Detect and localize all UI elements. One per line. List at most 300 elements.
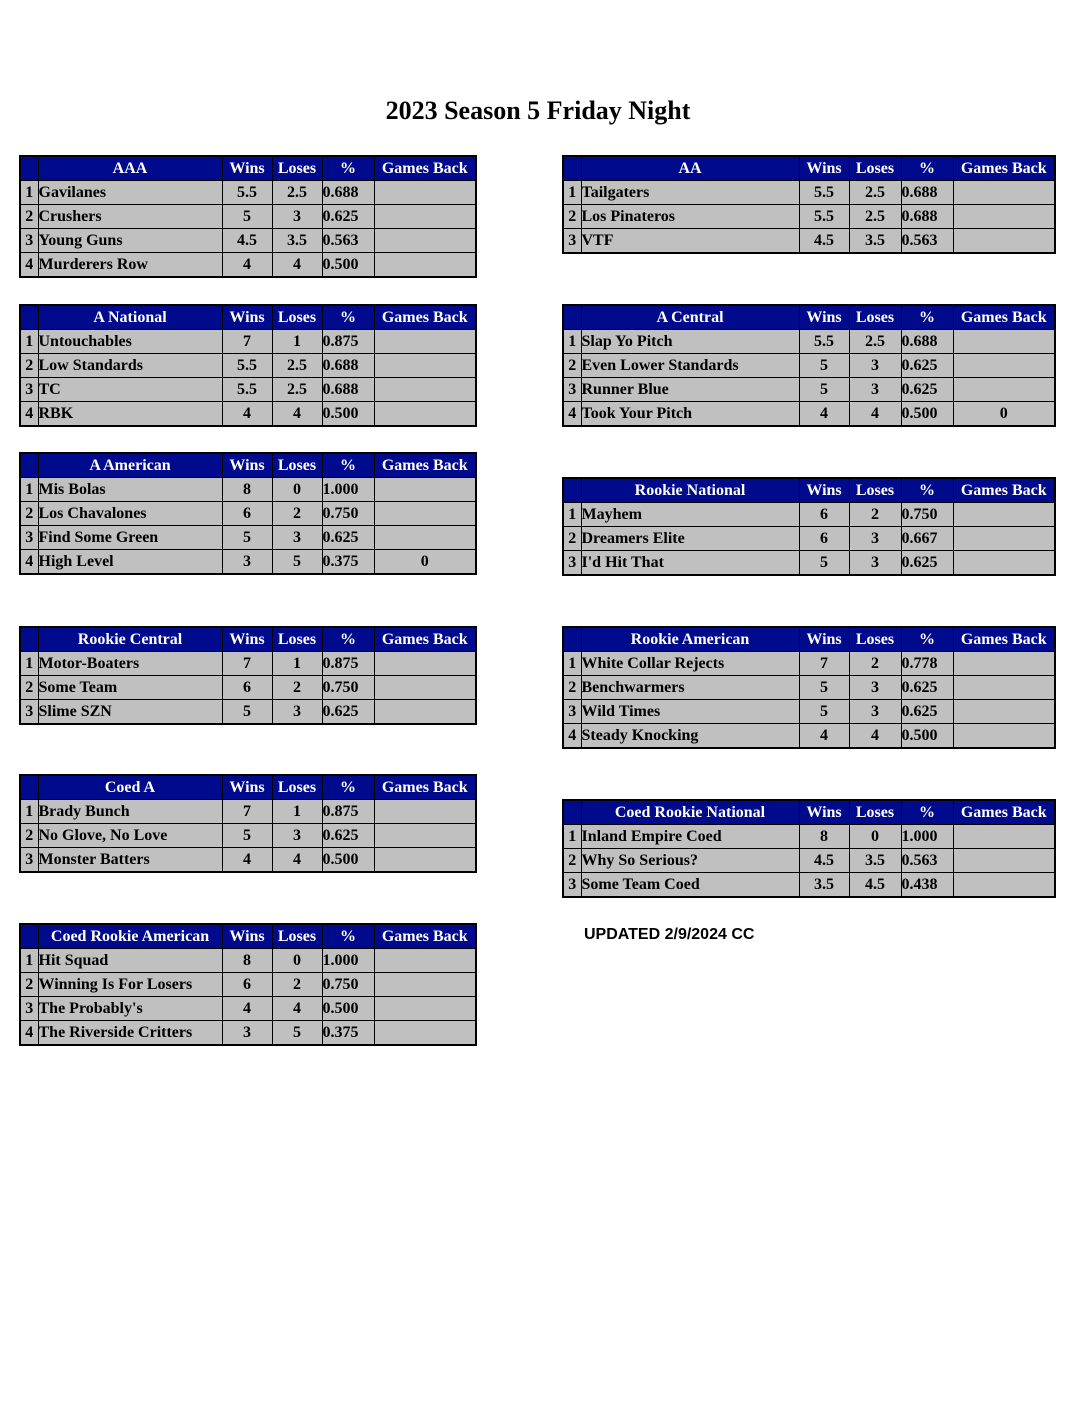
pct-header: % xyxy=(322,156,374,181)
team-name: Steady Knocking xyxy=(581,724,799,749)
rank-header xyxy=(563,305,581,330)
loses-cell: 4.5 xyxy=(849,873,901,898)
table-row xyxy=(20,330,476,354)
rank-cell: 3 xyxy=(20,526,38,550)
wins-cell: 5 xyxy=(222,526,272,550)
pct-cell: 0.625 xyxy=(322,824,374,848)
team-name: TC xyxy=(38,378,222,402)
wins-header: Wins xyxy=(222,156,272,181)
wins-cell: 7 xyxy=(222,652,272,676)
table-row xyxy=(563,378,1055,402)
games-back-header: Games Back xyxy=(953,156,1055,181)
division-name: Rookie Central xyxy=(38,627,222,652)
games-back-cell xyxy=(953,849,1055,873)
wins-cell: 6 xyxy=(222,676,272,700)
wins-cell: 6 xyxy=(799,527,849,551)
wins-header: Wins xyxy=(222,627,272,652)
pct-cell: 0.750 xyxy=(322,973,374,997)
games-back-cell xyxy=(953,354,1055,378)
page-title: 2023 Season 5 Friday Night xyxy=(385,96,691,125)
table-row xyxy=(20,253,476,278)
rank-cell: 1 xyxy=(20,949,38,973)
wins-cell: 8 xyxy=(222,478,272,502)
pct-cell: 0.625 xyxy=(901,700,953,724)
wins-cell: 4.5 xyxy=(222,229,272,253)
rank-cell: 1 xyxy=(563,181,581,205)
table-row xyxy=(563,229,1055,254)
wins-header: Wins xyxy=(799,478,849,503)
pct-header: % xyxy=(322,305,374,330)
loses-cell: 3.5 xyxy=(849,849,901,873)
rank-cell: 2 xyxy=(20,824,38,848)
team-name: Took Your Pitch xyxy=(581,402,799,427)
loses-cell: 3 xyxy=(849,354,901,378)
pct-cell: 0.688 xyxy=(322,378,374,402)
table-row xyxy=(563,676,1055,700)
division-table-rookie-central xyxy=(19,626,477,725)
wins-cell: 5 xyxy=(799,676,849,700)
rank-cell: 3 xyxy=(20,229,38,253)
wins-cell: 6 xyxy=(222,502,272,526)
rank-cell: 3 xyxy=(563,873,581,898)
pct-header: % xyxy=(322,627,374,652)
header-row xyxy=(20,156,476,181)
team-name: Dreamers Elite xyxy=(581,527,799,551)
games-back-cell xyxy=(953,676,1055,700)
header-row xyxy=(563,305,1055,330)
team-name: The Riverside Critters xyxy=(38,1021,222,1046)
games-back-cell xyxy=(953,873,1055,898)
games-back-cell xyxy=(953,724,1055,749)
table-row xyxy=(20,205,476,229)
wins-cell: 5 xyxy=(222,824,272,848)
table-row xyxy=(20,1021,476,1046)
rank-cell: 4 xyxy=(20,253,38,278)
loses-header: Loses xyxy=(849,800,901,825)
rank-header xyxy=(20,924,38,949)
rank-header xyxy=(20,156,38,181)
loses-cell: 2.5 xyxy=(272,181,322,205)
games-back-cell xyxy=(374,676,476,700)
table-row xyxy=(20,229,476,253)
rank-cell: 3 xyxy=(20,378,38,402)
header-row xyxy=(20,627,476,652)
pct-header: % xyxy=(322,924,374,949)
pct-header: % xyxy=(322,775,374,800)
pct-header: % xyxy=(901,478,953,503)
rank-header xyxy=(20,627,38,652)
games-back-cell xyxy=(374,526,476,550)
pct-cell: 0.500 xyxy=(901,402,953,427)
header-row xyxy=(20,453,476,478)
games-back-header: Games Back xyxy=(374,156,476,181)
loses-cell: 0 xyxy=(272,478,322,502)
loses-cell: 4 xyxy=(272,997,322,1021)
team-name: Los Chavalones xyxy=(38,502,222,526)
header-row xyxy=(20,775,476,800)
games-back-cell xyxy=(374,253,476,278)
rank-cell: 1 xyxy=(20,652,38,676)
pct-cell: 0.375 xyxy=(322,1021,374,1046)
games-back-header: Games Back xyxy=(374,775,476,800)
team-name: Tailgaters xyxy=(581,181,799,205)
pct-cell: 0.625 xyxy=(901,378,953,402)
rank-cell: 1 xyxy=(563,825,581,849)
games-back-cell xyxy=(374,181,476,205)
loses-cell: 3.5 xyxy=(849,229,901,254)
table-row xyxy=(20,526,476,550)
wins-cell: 3 xyxy=(222,1021,272,1046)
team-name: Young Guns xyxy=(38,229,222,253)
wins-cell: 5.5 xyxy=(799,181,849,205)
pct-header: % xyxy=(901,156,953,181)
rank-cell: 1 xyxy=(20,181,38,205)
rank-cell: 1 xyxy=(563,503,581,527)
table-row xyxy=(563,503,1055,527)
pct-cell: 0.688 xyxy=(901,330,953,354)
games-back-header: Games Back xyxy=(374,627,476,652)
loses-cell: 3.5 xyxy=(272,229,322,253)
pct-cell: 0.778 xyxy=(901,652,953,676)
games-back-cell xyxy=(374,973,476,997)
rank-cell: 2 xyxy=(20,973,38,997)
wins-cell: 5 xyxy=(799,354,849,378)
wins-cell: 5.5 xyxy=(799,330,849,354)
pct-cell: 1.000 xyxy=(901,825,953,849)
pct-cell: 0.375 xyxy=(322,550,374,575)
pct-cell: 0.750 xyxy=(901,503,953,527)
team-name: Slap Yo Pitch xyxy=(581,330,799,354)
pct-cell: 0.625 xyxy=(901,354,953,378)
loses-cell: 5 xyxy=(272,550,322,575)
rank-cell: 2 xyxy=(563,354,581,378)
wins-cell: 5 xyxy=(222,205,272,229)
table-row xyxy=(563,330,1055,354)
wins-cell: 5 xyxy=(799,378,849,402)
pct-cell: 0.500 xyxy=(901,724,953,749)
wins-cell: 4 xyxy=(799,402,849,427)
rank-cell: 3 xyxy=(20,700,38,725)
rank-cell: 3 xyxy=(20,997,38,1021)
wins-header: Wins xyxy=(222,453,272,478)
table-row xyxy=(20,824,476,848)
rank-cell: 1 xyxy=(20,800,38,824)
pct-cell: 0.688 xyxy=(901,181,953,205)
games-back-cell xyxy=(953,825,1055,849)
rank-cell: 3 xyxy=(20,848,38,873)
rank-cell: 2 xyxy=(20,676,38,700)
team-name: Inland Empire Coed xyxy=(581,825,799,849)
loses-cell: 3 xyxy=(272,205,322,229)
team-name: I'd Hit That xyxy=(581,551,799,576)
pct-cell: 0.500 xyxy=(322,253,374,278)
team-name: Gavilanes xyxy=(38,181,222,205)
wins-header: Wins xyxy=(799,627,849,652)
table-row xyxy=(20,997,476,1021)
wins-header: Wins xyxy=(799,800,849,825)
wins-cell: 7 xyxy=(222,330,272,354)
team-name: The Probably's xyxy=(38,997,222,1021)
team-name: Winning Is For Losers xyxy=(38,973,222,997)
table-row xyxy=(563,551,1055,576)
updated-note: UPDATED 2/9/2024 CC xyxy=(584,926,755,943)
team-name: Motor-Boaters xyxy=(38,652,222,676)
pct-cell: 0.688 xyxy=(901,205,953,229)
division-name: AA xyxy=(581,156,799,181)
team-name: Wild Times xyxy=(581,700,799,724)
loses-cell: 3 xyxy=(272,526,322,550)
team-name: White Collar Rejects xyxy=(581,652,799,676)
loses-cell: 4 xyxy=(272,402,322,427)
games-back-cell xyxy=(374,848,476,873)
division-table-a-american xyxy=(19,452,477,575)
loses-cell: 2.5 xyxy=(849,205,901,229)
games-back-cell xyxy=(374,354,476,378)
loses-header: Loses xyxy=(272,156,322,181)
team-name: Crushers xyxy=(38,205,222,229)
games-back-cell xyxy=(953,652,1055,676)
header-row xyxy=(20,924,476,949)
wins-cell: 4 xyxy=(222,997,272,1021)
division-table-aa xyxy=(562,155,1056,254)
team-name: Murderers Row xyxy=(38,253,222,278)
rank-cell: 3 xyxy=(563,700,581,724)
games-back-cell xyxy=(374,700,476,725)
loses-header: Loses xyxy=(849,305,901,330)
games-back-cell xyxy=(374,502,476,526)
rank-cell: 4 xyxy=(20,550,38,575)
loses-cell: 2 xyxy=(849,652,901,676)
pct-cell: 0.688 xyxy=(322,181,374,205)
table-row xyxy=(20,973,476,997)
team-name: RBK xyxy=(38,402,222,427)
wins-header: Wins xyxy=(222,305,272,330)
games-back-cell xyxy=(953,503,1055,527)
rank-cell: 3 xyxy=(563,378,581,402)
rank-cell: 2 xyxy=(563,676,581,700)
rank-cell: 2 xyxy=(20,502,38,526)
games-back-cell xyxy=(374,824,476,848)
loses-cell: 3 xyxy=(849,700,901,724)
loses-cell: 3 xyxy=(272,700,322,725)
division-name: Coed Rookie American xyxy=(38,924,222,949)
header-row xyxy=(20,305,476,330)
loses-cell: 2.5 xyxy=(272,378,322,402)
games-back-cell xyxy=(374,949,476,973)
loses-header: Loses xyxy=(272,305,322,330)
loses-cell: 4 xyxy=(849,402,901,427)
loses-cell: 1 xyxy=(272,652,322,676)
team-name: Los Pinateros xyxy=(581,205,799,229)
wins-cell: 5.5 xyxy=(222,354,272,378)
rank-cell: 2 xyxy=(563,205,581,229)
table-row xyxy=(20,848,476,873)
table-row xyxy=(20,502,476,526)
table-row xyxy=(20,478,476,502)
loses-header: Loses xyxy=(849,478,901,503)
table-row xyxy=(20,181,476,205)
pct-cell: 0.500 xyxy=(322,997,374,1021)
loses-cell: 4 xyxy=(272,253,322,278)
games-back-header: Games Back xyxy=(374,453,476,478)
loses-cell: 0 xyxy=(272,949,322,973)
team-name: Benchwarmers xyxy=(581,676,799,700)
division-table-coed-a xyxy=(19,774,477,873)
table-row xyxy=(563,849,1055,873)
rank-cell: 1 xyxy=(20,478,38,502)
division-table-aaa xyxy=(19,155,477,278)
wins-cell: 5.5 xyxy=(799,205,849,229)
games-back-cell xyxy=(953,551,1055,576)
games-back-cell: 0 xyxy=(374,550,476,575)
wins-cell: 5.5 xyxy=(222,181,272,205)
wins-cell: 5 xyxy=(799,551,849,576)
wins-cell: 4 xyxy=(222,848,272,873)
rank-header xyxy=(563,800,581,825)
wins-header: Wins xyxy=(222,775,272,800)
loses-header: Loses xyxy=(272,453,322,478)
table-row xyxy=(563,873,1055,898)
pct-cell: 0.563 xyxy=(322,229,374,253)
pct-cell: 0.500 xyxy=(322,848,374,873)
games-back-cell xyxy=(374,205,476,229)
wins-cell: 4 xyxy=(222,253,272,278)
wins-cell: 4.5 xyxy=(799,849,849,873)
loses-header: Loses xyxy=(849,627,901,652)
games-back-cell xyxy=(374,402,476,427)
games-back-header: Games Back xyxy=(374,924,476,949)
table-row xyxy=(20,800,476,824)
rank-header xyxy=(20,453,38,478)
header-row xyxy=(563,478,1055,503)
games-back-header: Games Back xyxy=(953,800,1055,825)
team-name: Some Team xyxy=(38,676,222,700)
rank-cell: 2 xyxy=(20,205,38,229)
rank-cell: 3 xyxy=(563,229,581,254)
pct-cell: 0.438 xyxy=(901,873,953,898)
rank-header xyxy=(563,627,581,652)
table-row xyxy=(20,402,476,427)
pct-cell: 1.000 xyxy=(322,478,374,502)
table-row xyxy=(20,949,476,973)
games-back-cell xyxy=(953,700,1055,724)
rank-header xyxy=(563,156,581,181)
pct-cell: 0.688 xyxy=(322,354,374,378)
wins-cell: 8 xyxy=(799,825,849,849)
loses-cell: 3 xyxy=(849,551,901,576)
games-back-cell xyxy=(374,800,476,824)
loses-cell: 3 xyxy=(849,676,901,700)
loses-header: Loses xyxy=(272,924,322,949)
team-name: VTF xyxy=(581,229,799,254)
pct-cell: 0.750 xyxy=(322,676,374,700)
pct-cell: 0.625 xyxy=(322,700,374,725)
rank-cell: 4 xyxy=(563,402,581,427)
team-name: Why So Serious? xyxy=(581,849,799,873)
pct-cell: 0.563 xyxy=(901,229,953,254)
header-row xyxy=(563,800,1055,825)
games-back-cell xyxy=(953,229,1055,254)
table-row xyxy=(563,181,1055,205)
wins-cell: 6 xyxy=(799,503,849,527)
division-name: A American xyxy=(38,453,222,478)
games-back-header: Games Back xyxy=(953,478,1055,503)
division-name: Rookie National xyxy=(581,478,799,503)
division-name: A Central xyxy=(581,305,799,330)
rank-header xyxy=(20,305,38,330)
pct-cell: 1.000 xyxy=(322,949,374,973)
games-back-cell xyxy=(953,527,1055,551)
loses-cell: 4 xyxy=(849,724,901,749)
games-back-cell xyxy=(374,1021,476,1046)
team-name: Mis Bolas xyxy=(38,478,222,502)
wins-cell: 5 xyxy=(799,700,849,724)
loses-cell: 2.5 xyxy=(849,181,901,205)
wins-cell: 4 xyxy=(799,724,849,749)
rank-cell: 4 xyxy=(563,724,581,749)
loses-cell: 2.5 xyxy=(849,330,901,354)
table-row xyxy=(20,676,476,700)
wins-cell: 5 xyxy=(222,700,272,725)
rank-cell: 2 xyxy=(563,849,581,873)
wins-cell: 3 xyxy=(222,550,272,575)
division-name: Coed Rookie National xyxy=(581,800,799,825)
loses-header: Loses xyxy=(849,156,901,181)
wins-header: Wins xyxy=(222,924,272,949)
division-name: Coed A xyxy=(38,775,222,800)
pct-header: % xyxy=(901,800,953,825)
division-name: AAA xyxy=(38,156,222,181)
table-row xyxy=(563,724,1055,749)
pct-cell: 0.875 xyxy=(322,330,374,354)
loses-cell: 3 xyxy=(849,527,901,551)
games-back-cell xyxy=(374,229,476,253)
rank-header xyxy=(563,478,581,503)
table-row xyxy=(563,354,1055,378)
loses-cell: 2.5 xyxy=(272,354,322,378)
pct-cell: 0.625 xyxy=(901,676,953,700)
division-name: Rookie American xyxy=(581,627,799,652)
wins-cell: 4 xyxy=(222,402,272,427)
team-name: Even Lower Standards xyxy=(581,354,799,378)
team-name: Slime SZN xyxy=(38,700,222,725)
pct-cell: 0.750 xyxy=(322,502,374,526)
division-table-a-central xyxy=(562,304,1056,427)
games-back-cell xyxy=(374,997,476,1021)
table-row xyxy=(563,700,1055,724)
table-row xyxy=(20,652,476,676)
division-table-coed-rookie-national xyxy=(562,799,1056,898)
rank-header xyxy=(20,775,38,800)
loses-cell: 4 xyxy=(272,848,322,873)
games-back-header: Games Back xyxy=(374,305,476,330)
games-back-header: Games Back xyxy=(953,305,1055,330)
games-back-cell xyxy=(374,652,476,676)
pct-cell: 0.875 xyxy=(322,800,374,824)
rank-cell: 2 xyxy=(563,527,581,551)
games-back-cell xyxy=(953,330,1055,354)
team-name: Brady Bunch xyxy=(38,800,222,824)
division-table-a-national xyxy=(19,304,477,427)
team-name: Hit Squad xyxy=(38,949,222,973)
pct-cell: 0.625 xyxy=(322,205,374,229)
loses-cell: 2 xyxy=(272,502,322,526)
games-back-cell xyxy=(953,378,1055,402)
loses-cell: 3 xyxy=(272,824,322,848)
pct-header: % xyxy=(901,627,953,652)
loses-cell: 0 xyxy=(849,825,901,849)
loses-cell: 2 xyxy=(272,676,322,700)
